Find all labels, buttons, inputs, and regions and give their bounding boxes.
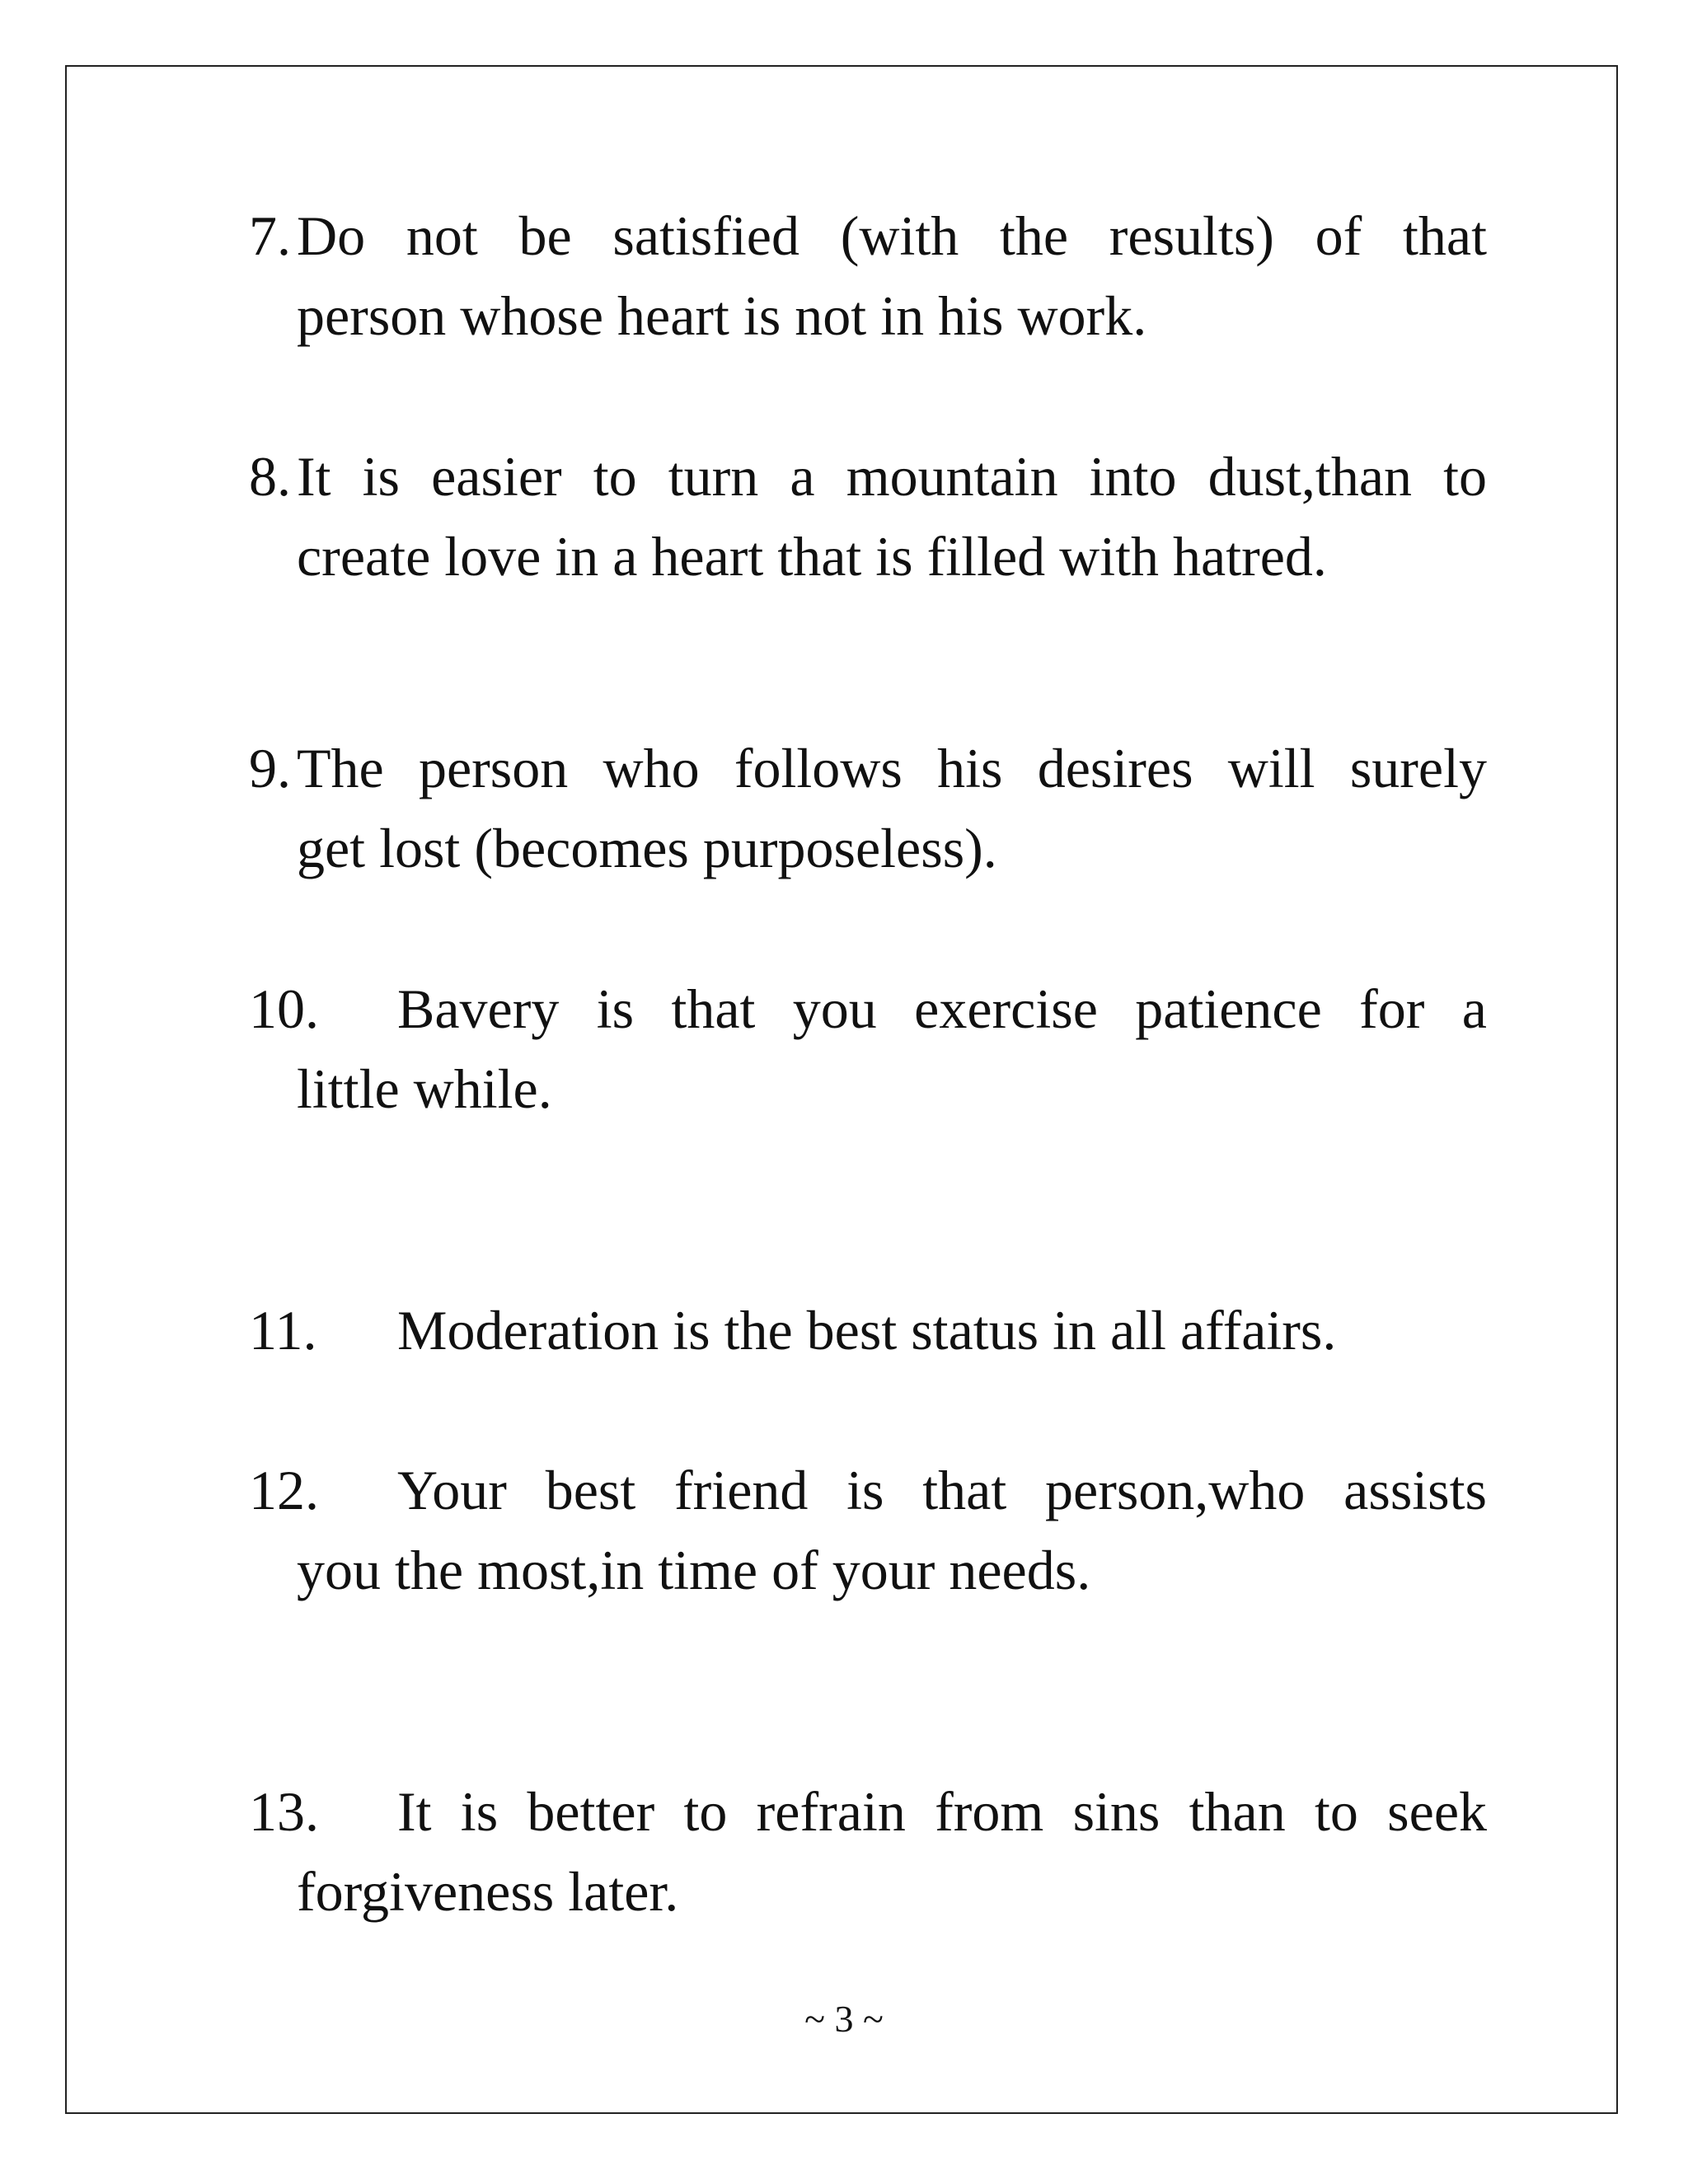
item-text-line-2: create love in a heart that is filled with hatred.: [297, 525, 1327, 588]
page-number: ~ 3 ~: [804, 1998, 884, 2040]
item-text-line-1: The person who follows his desires will surely: [297, 737, 1487, 799]
item-number: 8.: [249, 445, 291, 508]
item-text-line-2: forgiveness later.: [297, 1860, 679, 1923]
item-text-line-1: Bavery is that you exercise patience for a: [397, 977, 1487, 1040]
item-text-line-2: little while.: [297, 1057, 552, 1120]
item-number: 9.: [249, 737, 291, 799]
item-text-line-2: person whose heart is not in his work.: [297, 284, 1147, 347]
item-text-line-2: get lost (becomes purposeless).: [297, 817, 997, 879]
item-text-line-1: Moderation is the best status in all affairs.: [397, 1299, 1337, 1361]
item-text-line-1: Do not be satisfied (with the results) of that: [297, 204, 1487, 267]
item-number: 10.: [249, 977, 319, 1040]
item-text-line-1: Your best friend is that person,who assists: [397, 1459, 1487, 1521]
item-text-line-1: It is easier to turn a mountain into dust,than to: [297, 445, 1487, 508]
item-number: 11.: [249, 1299, 317, 1361]
item-number: 13.: [249, 1780, 319, 1843]
item-number: 7.: [249, 204, 291, 267]
item-text-line-1: It is better to refrain from sins than to seek: [397, 1780, 1487, 1843]
item-number: 12.: [249, 1459, 319, 1521]
item-text-line-2: you the most,in time of your needs.: [297, 1539, 1091, 1601]
